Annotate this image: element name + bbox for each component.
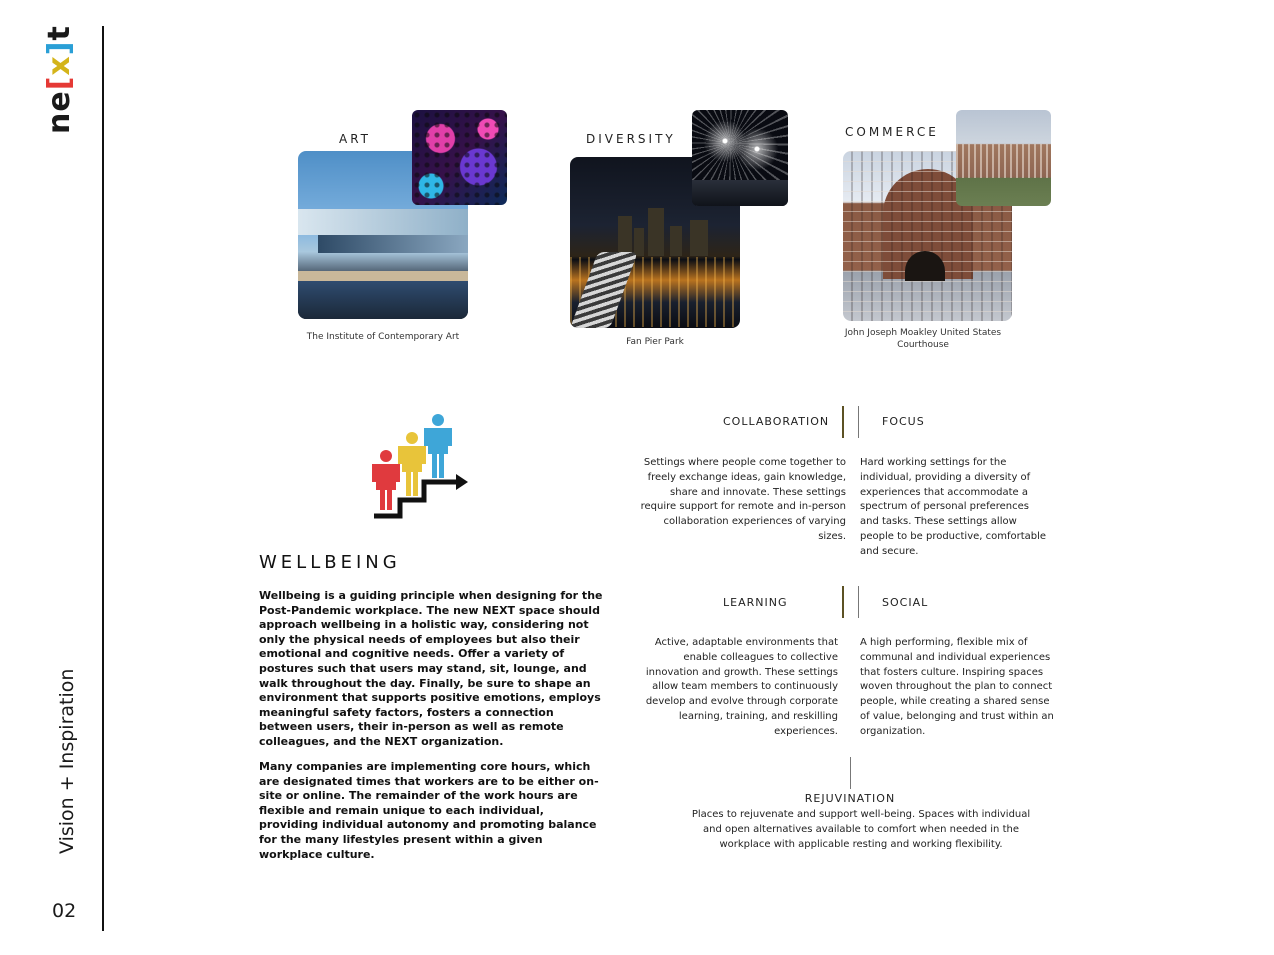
label-learning: LEARNING (723, 596, 788, 609)
logo-text-pre: ne (42, 90, 77, 134)
label-focus: FOCUS (882, 415, 925, 428)
gallery-label-art: ART (339, 132, 372, 146)
divider-rejuvination (850, 757, 851, 789)
logo-bracket-left: [ (42, 75, 77, 91)
wellbeing-title: WELLBEING (259, 552, 401, 573)
people-climbing-stairs-icon (370, 412, 472, 520)
text-focus: Hard working settings for the individual, providing a diversity of experiences that accommodate a spectrum of personal preferences and tasks. These settings allow people to be productive, comfortable and secure. (860, 457, 1047, 557)
gallery-caption-diversity: Fan Pier Park (626, 337, 684, 347)
logo-text-post: t (42, 25, 77, 41)
gallery-caption-commerce: John Joseph Moakley United States Courthouse (844, 328, 1002, 350)
logo-x: x (42, 55, 77, 76)
polka-dot-art-photo (412, 110, 507, 205)
logo-bracket-right: ] (42, 40, 77, 56)
label-rejuvination: REJUVINATION (804, 792, 896, 805)
courthouse-exterior-photo (956, 110, 1051, 206)
wellbeing-paragraph-2: Many companies are implementing core hours, which are designated times that workers are to be either on-site or online. The remainder of the work hours are flexible and remain unique to each individual, providing individual autonomy and promoting balance for the many lifestyles present within a given workplace culture. (259, 760, 599, 861)
divider-thin-learning-social (858, 586, 859, 618)
gallery-label-diversity: DIVERSITY (586, 132, 676, 146)
text-learning: Active, adaptable environments that enable colleagues to collective innovation and growth. These settings allow team members to continuously develop and evolve through corporate learning, training, and reskilling experiences. (645, 637, 838, 737)
section-title-text: Vision + Inspiration (56, 668, 78, 854)
section-title (55, 668, 79, 854)
text-collaboration: Settings where people come together to freely exchange ideas, gain knowledge, share and innovate. These settings require support for remote and in-person collaboration experiences of varying sizes. (640, 457, 846, 542)
divider-learning-social (842, 586, 844, 618)
wellbeing-paragraph-1: Wellbeing is a guiding principle when designing for the Post-Pandemic workplace. The new NEXT space should approach wellbeing in a holistic way, considering not only the physical needs of employees but also their emotional and cognitive needs. Offer a variety of postures such that users may stand, sit, lounge, and walk throughout the day. Finally, be sure to shape an environment that supports positive emotions, employs meaningful safety factors, fosters a connection between users, their in-person as well as remote colleagues, and the NEXT organization. (259, 589, 603, 748)
divider-thin-collab-focus (858, 406, 859, 438)
text-rejuvination: Places to rejuvenate and support well-being. Spaces with individual and open alternatives available to comfort when needed in the workplace with applicable resting and working flexibility. (691, 809, 1031, 850)
gallery-caption-art: The Institute of Contemporary Art (306, 332, 460, 342)
gallery-label-commerce: COMMERCE (845, 125, 939, 139)
vertical-divider (102, 26, 104, 931)
page-number: 02 (52, 900, 77, 922)
fireworks-photo (692, 110, 788, 206)
divider-collab-focus (842, 406, 844, 438)
label-collaboration: COLLABORATION (723, 415, 830, 428)
label-social: SOCIAL (882, 596, 929, 609)
next-logo (40, 25, 80, 134)
text-social: A high performing, flexible mix of communal and individual experiences that fosters culture. Inspiring spaces woven throughout the plan to connect people, while creating a shared sense of value, belonging and trust within an organization. (860, 637, 1054, 737)
